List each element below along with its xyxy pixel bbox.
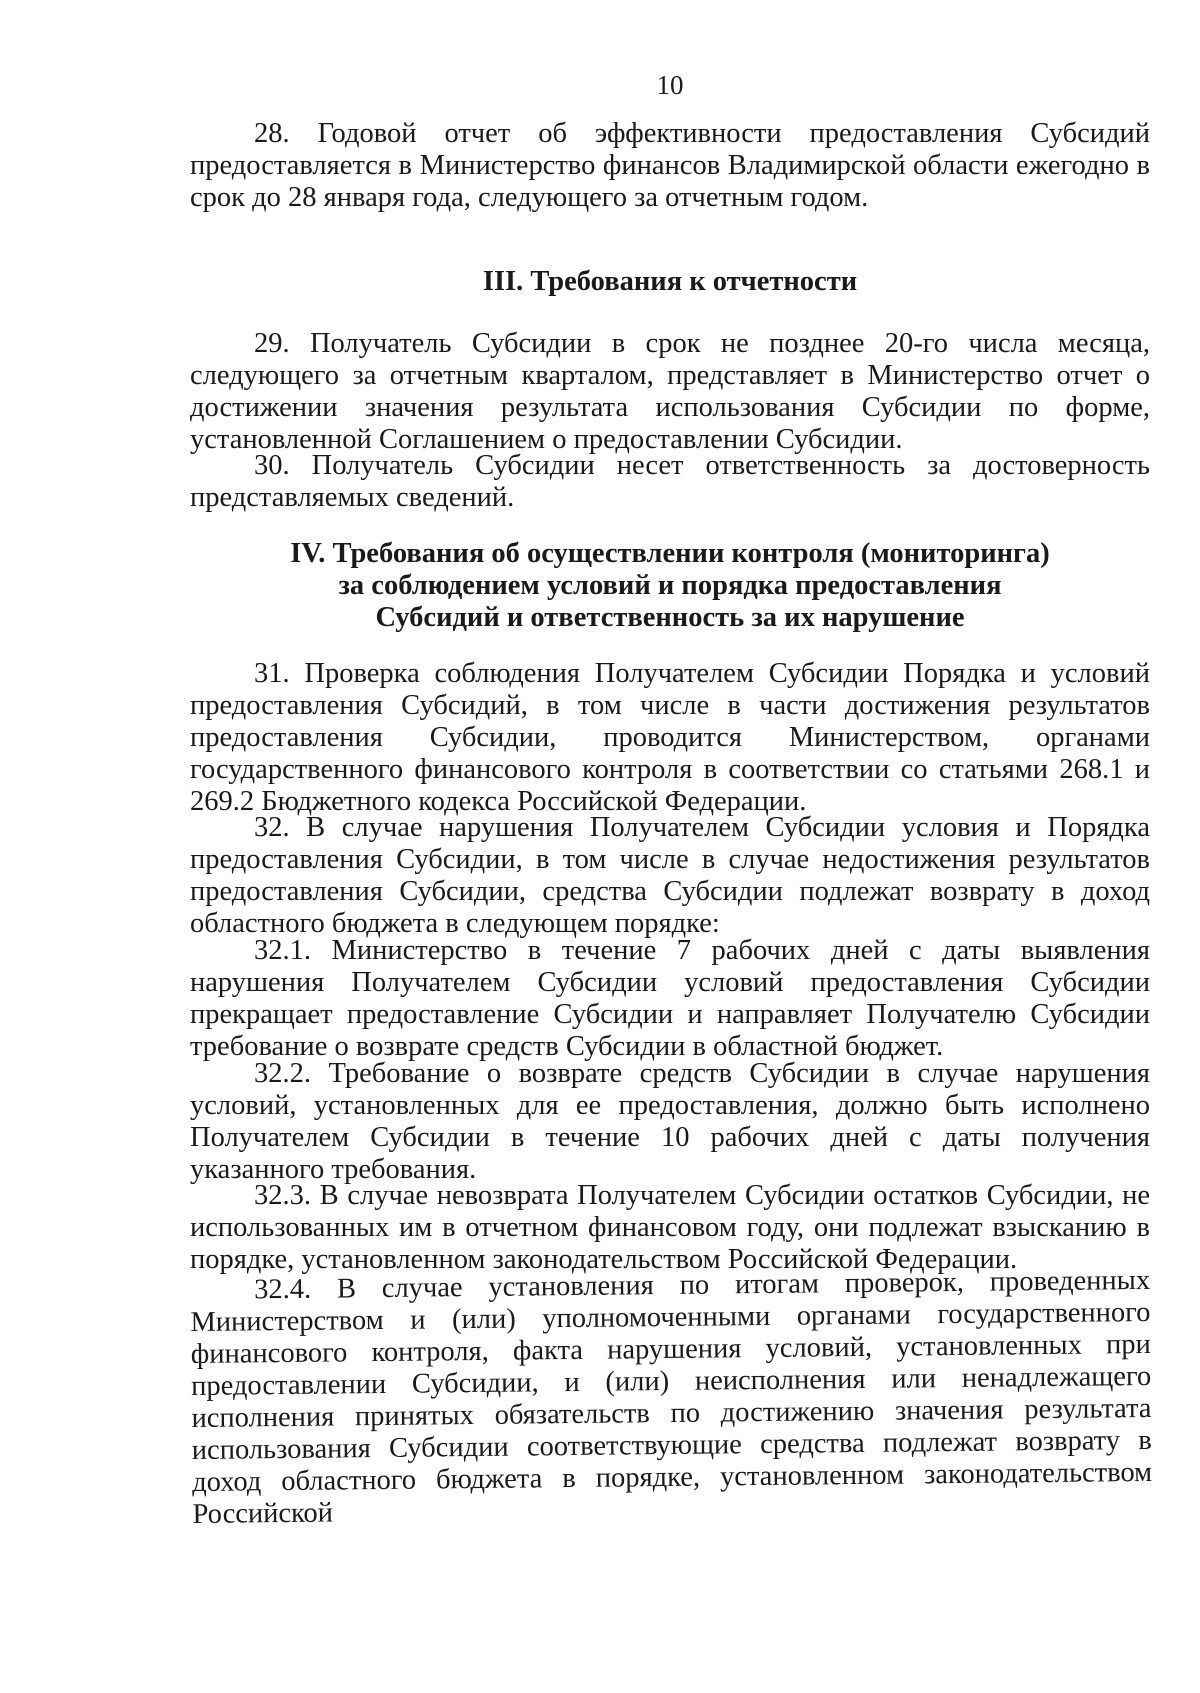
- paragraph-32-3: 32.3. В случае невозврата Получателем Субсидии остатков Субсидии, не использованных им в отчетном финансовом году, они подлежат взысканию в порядке, установленном законодательством Российской Федерации.: [190, 1180, 1150, 1275]
- paragraph-32: 32. В случае нарушения Получателем Субсидии условия и Порядка предоставления Субсидии, в том числе в случае недостижения результатов предоставления Субсидии, средства Субсидии подлежат возврату в доход областного бюджета в следующем порядке:: [190, 812, 1150, 939]
- paragraph-29: 29. Получатель Субсидии в срок не позднее 20-го числа месяца, следующего за отчетным кварталом, представляет в Министерство отчет о достижении значения результата использования Субсидии по форме, установленной Соглашением о предоставлении Субсидии.: [190, 328, 1150, 455]
- paragraph-32-4: 32.4. В случае установления по итогам проверок, проведенных Министерством и (или) уполномоченными органами государственного финансового контроля, факта нарушения условий, установленных при предоставлении Субсидии, и (или) неисполнения или ненадлежащего исполнения принятых обязательств по достижению значения результата использования Субсидии соответствующие средства подлежат возврату в доход областного бюджета в порядке, установленном законодательством Российской: [190, 1264, 1153, 1530]
- paragraph-32-1: 32.1. Министерство в течение 7 рабочих дней с даты выявления нарушения Получателем Субсидии условий предоставления Субсидии прекращает предоставление Субсидии и направляет Получателю Субсидии требование о возврате средств Субсидии в областной бюджет.: [190, 935, 1150, 1062]
- paragraph-32-2: 32.2. Требование о возврате средств Субсидии в случае нарушения условий, установленных для ее предоставления, должно быть исполнено Получателем Субсидии в течение 10 рабочих дней с даты получения указанного требования.: [190, 1058, 1150, 1185]
- section-4-heading: [190, 538, 1150, 634]
- paragraph-31: 31. Проверка соблюдения Получателем Субсидии Порядка и условий предоставления Субсидий, в том числе в части достижения результатов предоставления Субсидии, проводится Министерством, органами государственного финансового контроля в соответствии со статьями 268.1 и 269.2 Бюджетного кодекса Российской Федерации.: [190, 658, 1150, 817]
- page-number: 10: [656, 70, 684, 100]
- section-3-heading: [190, 266, 1150, 298]
- section-3-title: III. Требования к отчетности: [482, 266, 858, 297]
- paragraph-30: 30. Получатель Субсидии несет ответственность за достоверность представляемых сведений.: [190, 450, 1150, 513]
- section-4-title-line-1: IV. Требования об осуществлении контроля (мониторинга): [290, 538, 1050, 569]
- paragraph-28: 28. Годовой отчет об эффективности предоставления Субсидий предоставляется в Министерство финансов Владимирской области ежегодно в срок до 28 января года, следующего за отчетным годом.: [190, 118, 1150, 213]
- section-4-title-line-3: Субсидий и ответственность за их нарушение: [375, 602, 965, 633]
- section-4-title-line-2: за соблюдением условий и порядка предоставления: [338, 570, 1002, 601]
